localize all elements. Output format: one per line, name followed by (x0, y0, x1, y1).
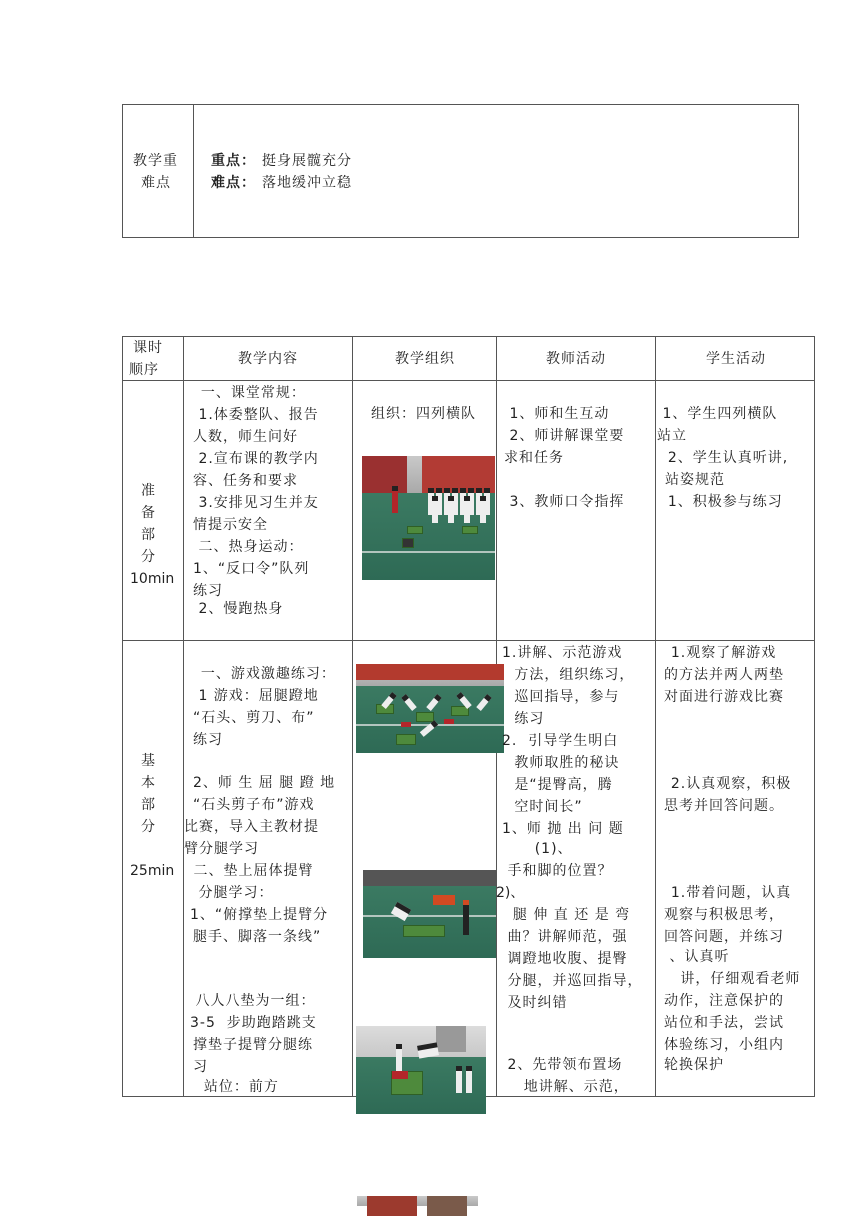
prep-student-line: 站立 (657, 428, 687, 444)
prep-content-line: 1.体委整队、报告 (193, 407, 319, 423)
prep-content-line: 1、“反口令”队列 (193, 561, 310, 577)
basic-student-line: 思考并回答问题。 (664, 798, 784, 814)
prep-student-line: 1、积极参与练习 (657, 494, 783, 510)
basic-content-line: 撑垫子提臂分腿练 (193, 1037, 313, 1053)
header-order-line2: 顺序 (129, 362, 159, 378)
prep-content-line: 2、慢跑热身 (193, 601, 284, 617)
prep-section-1: 准 (141, 483, 156, 499)
basic-teacher-line: 手和脚的位置？ (502, 863, 613, 879)
basic-student-line: 、认真听 (664, 949, 730, 965)
basic-student-line: 1.观察了解游戏 (660, 645, 777, 661)
basic-section-3: 部 (141, 797, 156, 813)
basic-section-2: 本 (141, 775, 156, 791)
basic-student-line: 动作，注意保护的 (664, 993, 784, 1009)
basic-teacher-line: 教师取胜的秘诀 (498, 755, 620, 771)
prep-organization-text: 组织：四列横队 (371, 406, 476, 422)
basic-content-line: 习 (193, 1059, 208, 1075)
prep-student-line: 2、学生认真听讲, (657, 450, 789, 466)
basic-content-line: 分腿学习： (193, 885, 274, 901)
basic-teacher-line: 曲？讲解师范，强 (502, 929, 628, 945)
basic-teacher-line: 腿 伸 直 还 是 弯 (502, 907, 631, 923)
basic-content-line: 八人八垫为一组： (190, 993, 316, 1009)
prep-teacher-line: 求和任务 (504, 450, 564, 466)
basic-student-line: 1.带着问题，认真 (660, 885, 792, 901)
key-points-label-line1: 教学重 (133, 153, 178, 169)
basic-section-1: 基 (141, 753, 156, 769)
focus-label: 重点： (211, 153, 256, 169)
basic-content-line: 练习 (193, 732, 223, 748)
basic-student-line: 的方法并两人两垫 (664, 667, 784, 683)
basic-teacher-line: 2)、 (496, 885, 525, 901)
basic-teacher-line: 方法，组织练习， (498, 667, 635, 683)
basic-content-line: 1、“俯撑垫上提臂分 (190, 907, 329, 923)
prep-teacher-line: 1、师和生互动 (504, 406, 610, 422)
basic-teacher-line: 巡回指导，参与 (498, 689, 620, 705)
basic-teacher-line: 2、先带领布置场 (502, 1057, 623, 1073)
prep-content-line: 练习 (193, 583, 223, 599)
basic-student-line: 体验练习，小组内 (664, 1037, 784, 1053)
basic-content-line: “石头、剪刀、布” (193, 710, 315, 726)
header-student: 学生活动 (706, 351, 766, 367)
basic-teacher-line: 及时纠错 (502, 995, 568, 1011)
prep-content-line: 3.安排见习生并友 (193, 495, 319, 511)
basic-content-line: 比赛，导入主教材提 (184, 819, 319, 835)
basic-teacher-line: 地讲解、示范， (502, 1079, 629, 1095)
support-vault-photo (356, 1026, 486, 1114)
prep-content-line: 情提示安全 (193, 517, 268, 533)
basic-student-line: 站位和手法，尝试 (664, 1015, 784, 1031)
basic-student-line: 回答问题，并练习 (664, 929, 784, 945)
header-organization: 教学组织 (395, 351, 455, 367)
difficulty-text: 落地缓冲立稳 (262, 175, 352, 191)
prep-section-4: 分 (141, 549, 156, 565)
basic-content-line: 一、游戏激趣练习： (190, 666, 336, 682)
prep-teacher-line: 3、教师口令指挥 (504, 494, 625, 510)
basic-student-line: 讲，仔细观看老师 (664, 971, 801, 987)
basic-student-line: 观察与积极思考， (664, 907, 784, 923)
key-points-label-line2: 难点 (141, 175, 171, 191)
basic-content-line: 站位：前方 (193, 1079, 279, 1095)
basic-teacher-line: 分腿，并巡回指导， (502, 973, 643, 989)
basic-teacher-line: 是“提臀高，腾 (498, 777, 613, 793)
basic-content-line: 二、垫上屈体提臂 (188, 863, 314, 879)
basic-teacher-line: (1)、 (502, 841, 573, 857)
basic-content-line: 腿手、脚落一条线” (193, 929, 322, 945)
basic-student-line: 轮换保护 (664, 1057, 724, 1073)
basic-section-4: 分 (141, 819, 156, 835)
prep-student-line: 站姿规范 (665, 472, 725, 488)
basic-content-line: 2、师 生 屈 腿 蹬 地 (193, 775, 336, 791)
basic-time: 25min (130, 863, 175, 879)
basic-teacher-line: 练习 (498, 711, 545, 727)
basic-teacher-line: 1.讲解、示范游戏 (502, 645, 623, 661)
bottom-cropped-photo (357, 1196, 478, 1216)
header-content: 教学内容 (238, 351, 298, 367)
prep-formation-photo (362, 456, 495, 580)
game-practice-photo (356, 664, 504, 753)
prep-content-line: 2.宣布课的教学内 (193, 451, 319, 467)
prep-section-2: 备 (141, 505, 156, 521)
header-teacher: 教师活动 (546, 351, 606, 367)
prep-teacher-line: 2、师讲解课堂要 (504, 428, 625, 444)
basic-content-line: 3-5 步助跑踏跳支 (190, 1015, 317, 1031)
basic-teacher-line: 2. 引导学生明白 (502, 733, 619, 749)
prep-section-3: 部 (141, 527, 156, 543)
prep-content-line: 二、热身运动： (193, 539, 304, 555)
basic-content-line: 1 游戏：屈腿蹬地 (193, 688, 319, 704)
basic-teacher-line: 空时间长” (498, 799, 583, 815)
basic-teacher-line: 1、师 抛 出 问 题 (502, 821, 624, 837)
demo-prone-photo (363, 870, 496, 958)
difficulty-label: 难点： (211, 175, 256, 191)
header-order-line1: 课时 (133, 340, 163, 356)
basic-student-line: 2.认真观察，积极 (660, 776, 792, 792)
basic-content-line: “石头剪子布”游戏 (193, 797, 315, 813)
basic-content-line: 臂分腿学习 (184, 841, 259, 857)
prep-content-line: 一、课堂常规： (190, 385, 306, 401)
prep-content-line: 人数，师生问好 (193, 429, 298, 445)
prep-student-line: 1、学生四列横队 (657, 406, 778, 422)
basic-teacher-line: 调蹬地收腹、提臀 (502, 951, 628, 967)
basic-student-line: 对面进行游戏比赛 (664, 689, 784, 705)
prep-content-line: 容、任务和要求 (193, 473, 298, 489)
focus-text: 挺身展髋充分 (262, 153, 352, 169)
prep-time: 10min (130, 571, 175, 587)
